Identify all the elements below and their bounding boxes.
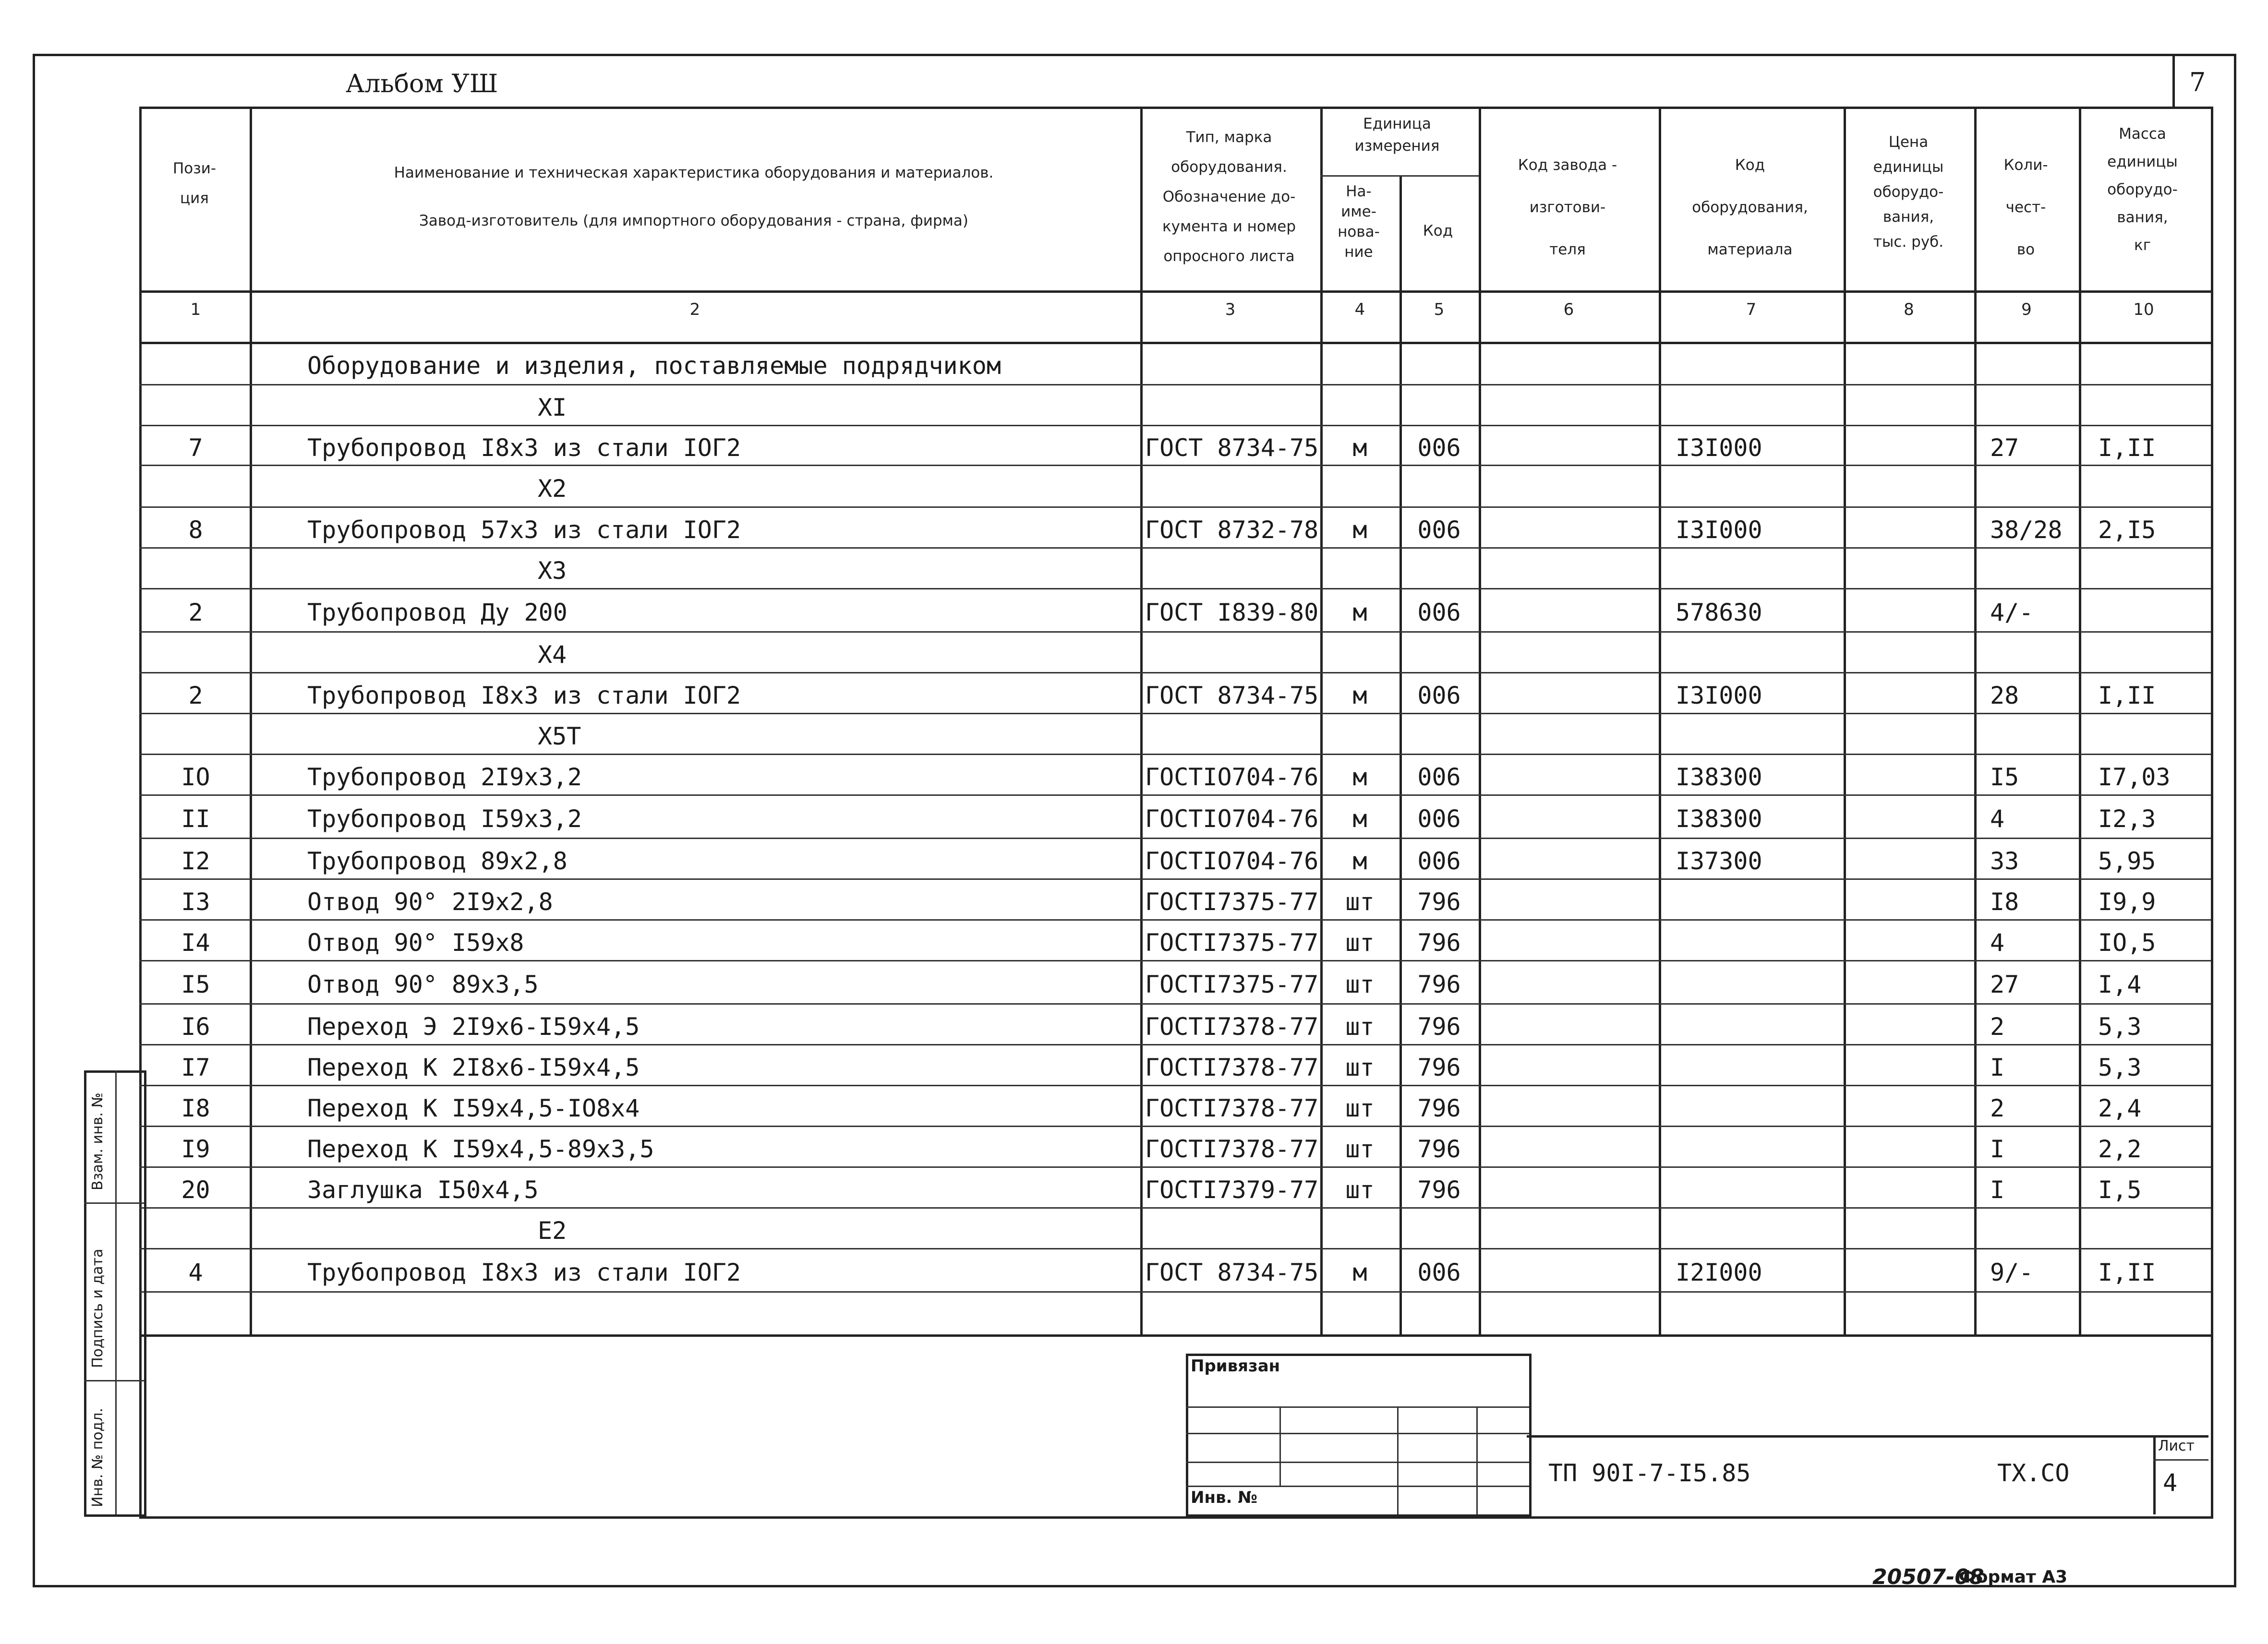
row-line (139, 713, 2211, 714)
quantity-cell: 2 (1990, 1012, 2005, 1041)
header-type: Тип, марка оборудования. Обозначение до- кумента и номер опросного листа (1162, 129, 1296, 265)
unit-code-cell: 006 (1417, 847, 1461, 875)
row-line (139, 631, 2211, 633)
header-material-code: Код оборудования, материала (1692, 156, 1808, 258)
unit-code-cell: 796 (1417, 1053, 1461, 1081)
page-number: 7 (2189, 67, 2206, 97)
column-number: 4 (1354, 300, 1365, 319)
unit-name-cell: шт (1345, 1176, 1375, 1204)
unit-code-cell: 006 (1417, 681, 1461, 709)
header-unit-group: Единица измерения (1354, 115, 1440, 155)
column-number: 1 (190, 300, 201, 319)
document-cell: ГОСТ 8734-75 (1145, 433, 1319, 462)
unit-name-cell: шт (1345, 1053, 1375, 1081)
unit-code-cell: 006 (1417, 763, 1461, 791)
mass-cell: I,II (2098, 681, 2156, 709)
mass-cell: I7,03 (2098, 763, 2171, 791)
position-cell: 7 (188, 433, 203, 462)
mass-cell: I,II (2098, 433, 2156, 462)
unit-code-cell: 796 (1417, 1012, 1461, 1041)
side-stamp-replace-inv: Взам. инв. № (89, 1092, 106, 1190)
quantity-cell: 28 (1990, 681, 2019, 709)
mass-cell: 5,3 (2098, 1012, 2142, 1041)
material-code-cell: I38300 (1676, 763, 1762, 791)
row-line (139, 465, 2211, 466)
unit-code-cell: 796 (1417, 1135, 1461, 1163)
row-line (139, 1207, 2211, 1209)
name-cell: Трубопровод I59x3,2 (307, 805, 582, 833)
position-cell: I8 (181, 1094, 210, 1122)
document-cell: ГОСТ I839-80 (1145, 599, 1319, 626)
unit-code-cell: 796 (1417, 971, 1461, 998)
position-cell: IO (181, 763, 210, 791)
unit-name-cell: шт (1345, 971, 1375, 998)
column-number: 8 (1904, 300, 1914, 319)
document-cell: ГОСТI7375-77 (1145, 971, 1319, 998)
quantity-cell: 33 (1990, 847, 2019, 875)
header-factory-code: Код завода - изготови- теля (1518, 156, 1617, 258)
column-number: 10 (2133, 300, 2154, 319)
unit-code-cell: 796 (1417, 888, 1461, 916)
material-code-cell: I38300 (1676, 805, 1762, 833)
name-cell: Трубопровод I8x3 из стали IOГ2 (307, 433, 741, 462)
name-cell: Трубопровод 89x2,8 (307, 847, 567, 875)
position-cell: I5 (181, 971, 210, 998)
quantity-cell: I (1990, 1135, 2005, 1163)
name-cell: Отвод 90° 89x3,5 (307, 971, 539, 998)
document-cell: ГОСТIO704-76 (1145, 763, 1319, 791)
privyazan-col-2 (1397, 1406, 1399, 1514)
document-cell: ГОСТIO704-76 (1145, 847, 1319, 875)
row-line (139, 878, 2211, 880)
mass-cell: 5,95 (2098, 847, 2156, 875)
material-code-cell: I3I000 (1676, 681, 1762, 709)
column-number: 3 (1225, 300, 1236, 319)
document-cell: ГОСТI7379-77 (1145, 1176, 1319, 1204)
column-number: 9 (2021, 300, 2032, 319)
header-position: Пози- ция (172, 160, 217, 207)
header-mass: Масса единицы оборудо- вания, кг (2107, 125, 2178, 254)
subsection-label: X3 (538, 556, 567, 585)
document-cell: ГОСТI7375-77 (1145, 888, 1319, 916)
name-cell: Заглушка I50x4,5 (307, 1176, 539, 1204)
name-cell: Переход К I59x4,5-89x3,5 (307, 1135, 654, 1163)
quantity-cell: 38/28 (1990, 516, 2063, 544)
quantity-cell: 27 (1990, 971, 2019, 998)
side-stamp-line-2 (84, 1380, 144, 1381)
position-cell: 8 (188, 516, 203, 544)
unit-name-cell: м (1352, 516, 1367, 544)
material-code-cell: I3I000 (1676, 433, 1762, 462)
subsection-label: E2 (538, 1216, 567, 1245)
row-line (139, 919, 2211, 921)
name-cell: Переход К I59x4,5-IO8x4 (307, 1094, 640, 1122)
subsection-label: XI (538, 393, 567, 421)
column-number: 5 (1434, 300, 1445, 319)
name-cell: Трубопровод 57x3 из стали IOГ2 (307, 516, 741, 544)
position-cell: I7 (181, 1053, 210, 1081)
album-title: Альбом УШ (346, 70, 498, 98)
sheet-box-line (2153, 1459, 2208, 1461)
sheet-number: 4 (2163, 1469, 2178, 1497)
name-cell: Переход К 2I8x6-I59x4,5 (307, 1053, 640, 1081)
quantity-cell: 4 (1990, 928, 2005, 957)
header-quantity: Коли- чест- во (2003, 156, 2048, 258)
mass-cell: 2,4 (2098, 1094, 2142, 1122)
mass-cell: I,II (2098, 1259, 2156, 1286)
unit-code-cell: 796 (1417, 1094, 1461, 1122)
document-mark: ТХ.СО (1997, 1459, 2070, 1487)
row-line (139, 1085, 2211, 1086)
position-cell: 2 (188, 599, 203, 626)
row-line (139, 1166, 2211, 1168)
unit-name-cell: м (1352, 681, 1367, 709)
privyazan-col-3 (1476, 1406, 1478, 1514)
format-label: Формат А3 (1959, 1567, 2068, 1587)
material-code-cell: I37300 (1676, 847, 1762, 875)
mass-cell: I2,3 (2098, 805, 2156, 833)
unit-name-cell: м (1352, 763, 1367, 791)
document-cell: ГОСТI7378-77 (1145, 1053, 1319, 1081)
material-code-cell: I3I000 (1676, 516, 1762, 544)
position-cell: 20 (181, 1176, 210, 1204)
header-unit-code: Код (1423, 222, 1453, 240)
side-stamp-signature-date: Подпись и дата (89, 1248, 106, 1368)
column-number-line (139, 342, 2211, 344)
row-line (139, 506, 2211, 508)
row-line (139, 1003, 2211, 1005)
inv-no-label: Инв. № (1191, 1488, 1258, 1507)
name-cell: Трубопровод Ду 200 (307, 599, 567, 626)
unit-name-cell: шт (1345, 1094, 1375, 1122)
mass-cell: I,5 (2098, 1176, 2142, 1204)
name-cell: Отвод 90° 2I9x2,8 (307, 888, 553, 916)
row-line (139, 547, 2211, 549)
unit-name-cell: м (1352, 847, 1367, 875)
unit-code-cell: 006 (1417, 805, 1461, 833)
row-line (139, 1044, 2211, 1045)
unit-name-cell: м (1352, 1259, 1367, 1286)
side-stamp-line-1 (84, 1202, 144, 1204)
row-line (139, 425, 2211, 426)
row-line (139, 1126, 2211, 1127)
mass-cell: 2,2 (2098, 1135, 2142, 1163)
document-cell: ГОСТI7378-77 (1145, 1135, 1319, 1163)
unit-code-cell: 006 (1417, 1259, 1461, 1286)
document-cell: ГОСТI7375-77 (1145, 928, 1319, 957)
row-line (139, 838, 2211, 839)
unit-code-cell: 796 (1417, 928, 1461, 957)
subsection-label: X5T (538, 722, 581, 750)
position-cell: I2 (181, 847, 210, 875)
row-line (139, 1248, 2211, 1249)
material-code-cell: I2I000 (1676, 1259, 1762, 1286)
column-number: 2 (689, 300, 700, 319)
row-line (139, 1291, 2211, 1293)
sheet-box-divider (2153, 1435, 2156, 1514)
name-cell: Отвод 90° I59x8 (307, 928, 524, 957)
row-line (139, 384, 2211, 385)
position-cell: 4 (188, 1259, 203, 1286)
body-bottom-line (139, 1334, 2211, 1337)
name-cell: Переход Э 2I9x6-I59x4,5 (307, 1012, 640, 1041)
unit-name-cell: шт (1345, 1135, 1375, 1163)
unit-code-cell: 796 (1417, 1176, 1461, 1204)
mass-cell: I,4 (2098, 971, 2142, 998)
name-cell: Трубопровод 2I9x3,2 (307, 763, 582, 791)
document-cell: ГОСТ 8734-75 (1145, 681, 1319, 709)
document-cell: ГОСТI7378-77 (1145, 1012, 1319, 1041)
quantity-cell: I8 (1990, 888, 2019, 916)
material-code-cell: 578630 (1676, 599, 1762, 626)
unit-name-cell: м (1352, 805, 1367, 833)
privyazan-label: Привязан (1191, 1356, 1280, 1376)
column-number: 6 (1563, 300, 1574, 319)
header-name: Наименование и техническая характеристика оборудования и материалов. Завод-изготовитель (для импортного оборудования - страна, фирма) (394, 164, 994, 229)
unit-code-cell: 006 (1417, 516, 1461, 544)
mass-cell: 2,I5 (2098, 516, 2156, 544)
title-strip-top (1527, 1435, 2208, 1438)
subsection-label: X2 (538, 474, 567, 503)
quantity-cell: 2 (1990, 1094, 2005, 1122)
position-cell: I4 (181, 928, 210, 957)
document-code: ТП 90I-7-I5.85 (1548, 1459, 1751, 1487)
quantity-cell: I (1990, 1176, 2005, 1204)
position-cell: I9 (181, 1135, 210, 1163)
document-cell: ГОСТ 8734-75 (1145, 1259, 1319, 1286)
position-cell: I6 (181, 1012, 210, 1041)
position-cell: 2 (188, 681, 203, 709)
quantity-cell: 27 (1990, 433, 2019, 462)
name-cell: Трубопровод I8x3 из стали IOГ2 (307, 1259, 741, 1286)
unit-name-cell: м (1352, 599, 1367, 626)
mass-cell: I9,9 (2098, 888, 2156, 916)
header-price: Цена единицы оборудо- вания, тыс. руб. (1873, 133, 1944, 251)
unit-header-line (1320, 175, 1479, 177)
unit-name-cell: м (1352, 433, 1367, 462)
mass-cell: IO,5 (2098, 928, 2156, 957)
position-cell: I3 (181, 888, 210, 916)
document-cell: ГОСТ 8732-78 (1145, 516, 1319, 544)
side-stamp-original-inv: Инв. № подл. (89, 1408, 106, 1507)
section-heading: Оборудование и изделия, поставляемые подрядчиком (307, 352, 1001, 380)
header-bottom-line (139, 290, 2211, 293)
row-line (139, 794, 2211, 796)
name-cell: Трубопровод I8x3 из стали IOГ2 (307, 681, 741, 709)
quantity-cell: I (1990, 1053, 2005, 1081)
quantity-cell: 4 (1990, 805, 2005, 833)
quantity-cell: 9/- (1990, 1259, 2034, 1286)
header-unit-name: На- име- нова- ние (1338, 183, 1380, 261)
unit-code-cell: 006 (1417, 599, 1461, 626)
document-cell: ГОСТI7378-77 (1145, 1094, 1319, 1122)
row-line (139, 960, 2211, 961)
column-number: 7 (1746, 300, 1757, 319)
sheet-label: Лист (2158, 1438, 2195, 1454)
side-stamp-divider (115, 1070, 117, 1514)
quantity-cell: I5 (1990, 763, 2019, 791)
position-cell: II (181, 805, 210, 833)
document-cell: ГОСТIO704-76 (1145, 805, 1319, 833)
unit-name-cell: шт (1345, 1012, 1375, 1041)
unit-name-cell: шт (1345, 928, 1375, 957)
row-line (139, 754, 2211, 755)
unit-code-cell: 006 (1417, 433, 1461, 462)
quantity-cell: 4/- (1990, 599, 2034, 626)
row-line (139, 672, 2211, 673)
mass-cell: 5,3 (2098, 1053, 2142, 1081)
row-line (139, 588, 2211, 589)
unit-name-cell: шт (1345, 888, 1375, 916)
privyazan-col-1 (1279, 1406, 1281, 1486)
subsection-label: X4 (538, 640, 567, 669)
handwritten-archive-number: 20507-08 (1872, 1565, 1984, 1589)
